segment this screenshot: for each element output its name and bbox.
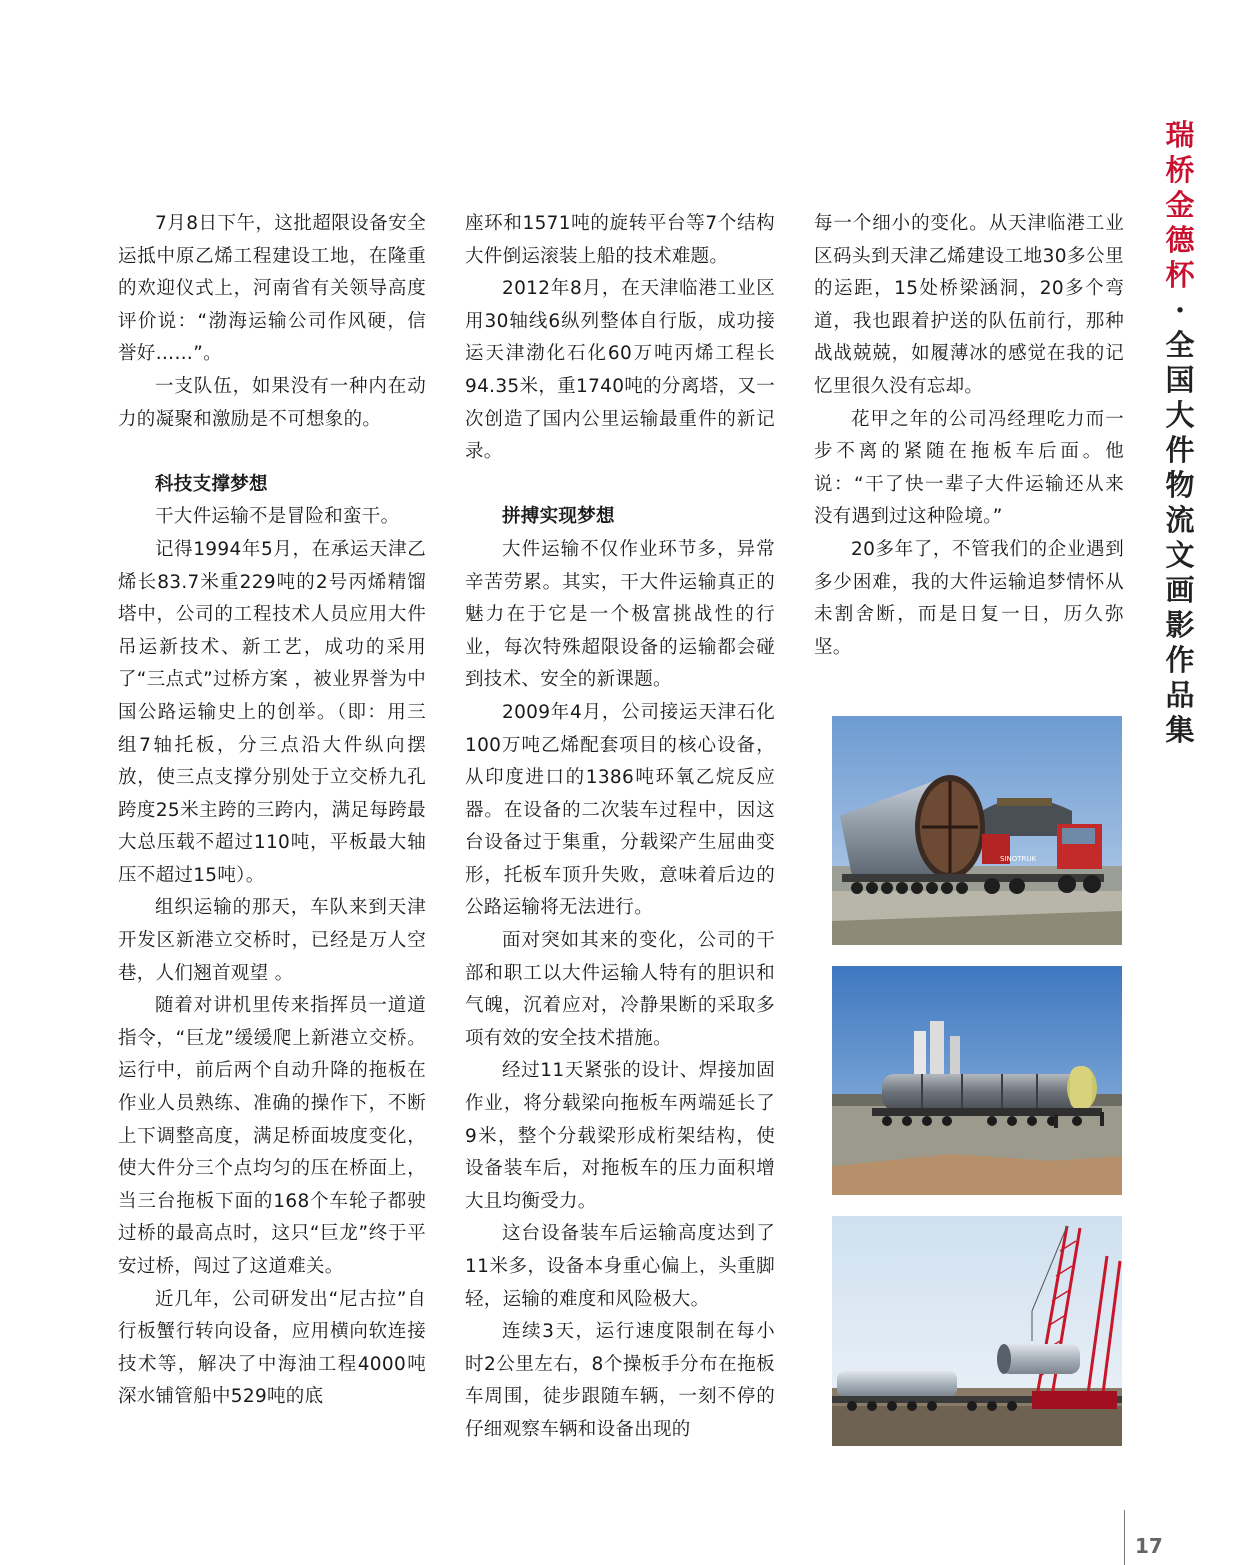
title-char: 影	[1165, 608, 1195, 642]
paragraph: 面对突如其来的变化，公司的干部和职工以大件运输人特有的胆识和气魄，沉着应对，冷静果断的采取多项有效的安全技术措施。	[465, 930, 775, 1049]
paragraph: 经过11天紧张的设计、焊接加固作业，将分载梁向拖板车两端延长了9米，整个分载梁形成桁架结构，使设备装车后，对拖板车的压力面积增大且均衡受力。	[465, 1060, 775, 1212]
vertical-title	[1160, 118, 1200, 748]
title-char: 件	[1165, 433, 1195, 467]
text-column-1	[118, 208, 426, 1414]
page-number: 17	[1135, 1534, 1163, 1558]
paragraph: 2012年8月，在天津临港工业区用30轴线6纵列整体自行版，成功接运天津渤化石化60万吨丙烯工程长94.35米，重1740吨的分离塔，又一次创造了国内公里运输最重件的新记录。	[465, 278, 775, 463]
title-char: 作	[1165, 643, 1195, 677]
paragraph: 这台设备装车后运输高度达到了11米多，设备本身重心偏上，头重脚轻，运输的难度和风险极大。	[465, 1223, 775, 1310]
paragraph: 随着对讲机里传来指挥员一道道指令，“巨龙”缓缓爬上新港立交桥。运行中，前后两个自动升降的拖板在作业人员熟练、准确的操作下，不断上下调整高度，满足桥面坡度变化，使大件分三个点均匀的压在桥面上，当三台拖板下面的168个车轮子都驶过桥的最高点时，这只“巨龙”终于平安过桥，闯过了这道难关。	[118, 995, 426, 1277]
text-column-2	[465, 208, 775, 1447]
paragraph: 连续3天，运行速度限制在每小时2公里左右，8个操板手分布在拖板车周围，徒步跟随车辆，一刻不停的仔细观察车辆和设备出现的	[465, 1321, 775, 1440]
title-char: 物	[1165, 468, 1195, 502]
paragraph: 一支队伍，如果没有一种内在动力的凝聚和激励是不可想象的。	[118, 375, 426, 430]
title-char: 瑞	[1165, 118, 1195, 152]
photo-vessel-on-truck	[832, 716, 1122, 945]
truck-brand-text: SINOTRUK	[1000, 855, 1037, 863]
title-char: 集	[1165, 713, 1195, 747]
title-char: 国	[1165, 363, 1195, 397]
paragraph: 近几年，公司研发出“尼古拉”自行板蟹行转向设备，应用横向软连接技术等，解决了中海油工程4000吨深水铺管船中529吨的底	[118, 1288, 426, 1408]
page-number-box	[1124, 1510, 1185, 1565]
paragraph: 记得1994年5月，在承运天津乙烯长83.7米重229吨的2号丙烯精馏塔中，公司的工程技术人员应用大件吊运新技术、新工艺，成功的采用了“三点式”过桥方案 ，被业界誉为中国公路运输史上的创举。（即：用三组7轴托板，分三点沿大件纵向摆放，使三点支撑分别处于立交桥九孔跨度25米主跨的三跨内，满足每跨最大总压载不超过110吨，平板最大轴压不超过15吨）。	[118, 538, 426, 886]
paragraph: 座环和1571吨的旋转平台等7个结构大件倒运滚装上船的技术难题。	[465, 213, 775, 267]
title-char: 大	[1165, 398, 1195, 432]
title-dot: ·	[1174, 293, 1186, 327]
title-char: 德	[1165, 223, 1195, 257]
paragraph: 每一个细小的变化。从天津临港工业区码头到天津乙烯建设工地30多公里的运距，15处桥梁涵洞，20多个弯道，我也跟着护送的队伍前行，那种战战兢兢，如履薄冰的感觉在我的记忆里很久没有忘却。	[814, 213, 1124, 397]
paragraph: 大件运输不仅作业环节多，异常辛苦劳累。其实，干大件运输真正的魅力在于它是一个极富挑战性的行业，每次特殊超限设备的运输都会碰到技术、安全的新课题。	[465, 538, 775, 691]
photo-reactor-transport	[832, 966, 1122, 1195]
paragraph: 2009年4月，公司接运天津石化100万吨乙烯配套项目的核心设备，从印度进口的1386吨环氧乙烷反应器。在设备的二次装车过程中，因这台设备过于集重，分载梁产生屈曲变形，托板车顶升失败，意味着后边的公路运输将无法进行。	[465, 701, 775, 919]
title-char: 画	[1165, 573, 1195, 607]
paragraph: 花甲之年的公司冯经理吃力而一步不离的紧随在拖板车后面。他说：“干了快一辈子大件运输还从来没有遇到过这种险境。”	[814, 408, 1124, 528]
paragraph: 7月8日下午，这批超限设备安全运抵中原乙烯工程建设工地，在隆重的欢迎仪式上，河南省有关领导高度评价说：“渤海运输公司作风硬，信誉好……”。	[118, 213, 426, 365]
title-char: 文	[1165, 538, 1195, 572]
text-column-3	[814, 208, 1124, 664]
photo-crane-lifting	[832, 1216, 1122, 1446]
title-char: 金	[1165, 188, 1195, 222]
paragraph: 组织运输的那天，车队来到天津开发区新港立交桥时，已经是万人空巷，人们翘首观望 。	[118, 897, 426, 984]
section-heading: 拼搏实现梦想	[502, 506, 615, 528]
paragraph: 干大件运输不是冒险和蛮干。	[155, 506, 400, 528]
title-char: 桥	[1165, 153, 1195, 187]
title-char: 品	[1165, 678, 1195, 712]
title-char: 全	[1165, 328, 1195, 362]
title-char: 流	[1165, 503, 1195, 537]
paragraph: 20多年了，不管我们的企业遇到多少困难，我的大件运输追梦情怀从未割舍断，而是日复一日，历久弥坚。	[814, 538, 1124, 658]
section-heading: 科技支撑梦想	[155, 473, 268, 495]
title-char: 杯	[1165, 258, 1195, 292]
